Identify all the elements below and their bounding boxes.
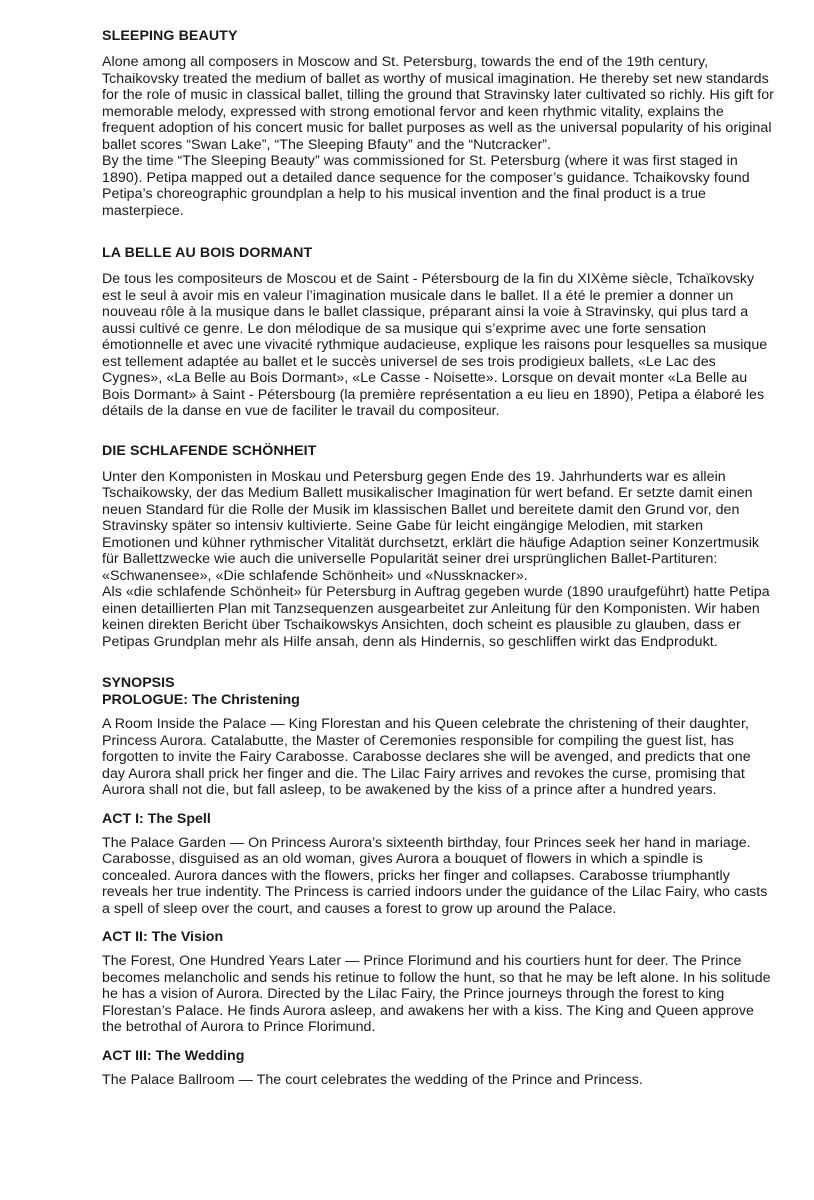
german-paragraph-1: Unter den Komponisten in Moskau und Petersburg gegen Ende des 19. Jahrhunderts war es allein Tschaikowsky, der das Medium Ballett musikalischer Imagination für wert befand. Er setzte damit einen neuen Standard für die Rolle der Musik im klassischen Ballet und bereitete damit den Grund vor, den Stravinsky später so intensiv kultivierte. Seine Gabe für leicht eingängige Melodien, mit starken Emotionen und kühner rythmischer Vitalität durchsetzt, erklärt die häufige Adaption seiner Konzertmusik für Ballettzwecke wie auch die universelle Popularität seiner drei ursprünglichen Ballet-Partituren: «Schwanensee», «Die schlafende Schönheit» und «Nussknacker». [102, 468, 760, 584]
synopsis-act [102, 929, 774, 1036]
act-text: The Palace Ballroom — The court celebrates the wedding of the Prince and Princess. [102, 1071, 643, 1088]
act-title: ACT I: The Spell [102, 810, 211, 827]
act-text: A Room Inside the Palace — King Florestan and his Queen celebrate the christening of their daughter, Princess Aurora. Catalabutte, the Master of Ceremonies responsible for compiling the guest list, has forgotten to invite the Fairy Carabosse. Carabosse declares she will be avenged, and predicts that one day Aurora shall prick her finger and die. The Lilac Fairy arrives and revokes the curse, promising that Aurora shall not die, but fall asleep, to be awakened by the kiss of a prince after a hundred years. [102, 716, 751, 798]
synopsis-title: SYNOPSIS [102, 675, 175, 691]
synopsis-act [102, 811, 774, 918]
synopsis-act [102, 1048, 774, 1089]
english-section [102, 28, 774, 219]
german-section [102, 443, 774, 651]
act-text: The Forest, One Hundred Years Later — Prince Florimund and his courtiers hunt for deer. The Prince becomes melancholic and sends his retinue to follow the hunt, so that he may be left alone. In his solitude he has a vision of Aurora. Directed by the Lilac Fairy, the Prince journeys through the forest to king Florestan’s Palace. He finds Aurora asleep, and awakens her with a kiss. The King and Queen approve the betrothal of Aurora to Prince Florimund. [102, 953, 771, 1035]
synopsis-act [102, 692, 774, 799]
german-paragraph-2: Als «die schlafende Schönheit» für Petersburg in Auftrag gegeben wurde (1890 uraufgeführt) hatte Petipa einen detaillierten Plan mit Tanzsequenzen ausgearbeitet zur Anleitung für den Komponisten. Wir haben keinen direkten Bericht über Tschaikowskys Ansichten, doch scheint es plausible zu glauben, dass er Petipas Grundplan mehr als Hilfe ansah, denn als Hindernis, so geschliffen wirkt das Endprodukt. [102, 584, 770, 650]
act-title: ACT III: The Wedding [102, 1047, 245, 1064]
act-title: ACT II: The Vision [102, 929, 224, 945]
french-heading: LA BELLE AU BOIS DORMANT [102, 245, 313, 261]
english-heading: SLEEPING BEAUTY [102, 28, 238, 44]
act-title: PROLOGUE: The Christening [102, 692, 300, 708]
act-text: The Palace Garden — On Princess Aurora’s sixteenth birthday, four Princes seek her hand in mariage. Carabosse, disguised as an old woman, gives Aurora a bouquet of flowers in which a spindle is concealed. Aurora dances with the flowers, pricks her finger and collapses. Carabosse triumphantly reveals her true indentity. The Princess is carried indoors under the guidance of the Lilac Fairy, who casts a spell of sleep over the court, and causes a forest to grow up around the Palace. [102, 834, 768, 917]
english-paragraph-1: Alone among all composers in Moscow and St. Petersburg, towards the end of the 19th century, Tchaikovsky treated the medium of ballet as worthy of musical imagination. He thereby set new standards for the role of music in classical ballet, tilling the ground that Stravinsky later cultivated so richly. His gift for memorable melody, expressed with strong emotional fervor and keen rhythmic vitality, explains the frequent adoption of his concert music for ballet purposes as well as the universal popularity of his original ballet scores “Swan Lake”, “The Sleeping Bfauty” and the “Nutcracker”. [102, 54, 774, 153]
french-paragraph-1: De tous les compositeurs de Moscou et de Saint - Pétersbourg de la fin du XIXème siècle, Tchaïkovsky est le seul à avoir mis en valeur l’imagination musicale dans le ballet. Il a été le premier a donner un nouveau rôle à la musique dans le ballet classique, préparant ainsi la voie à Stravinsky, qui plus tard a aussi cultivé ce genre. Le don mélodique de sa musique qui s’exprime avec une forte sensation émotionnelle et avec une vivacité rythmique audacieuse, explique les raisons pour lesquelles sa musique est tellement adaptée au ballet et le succès universel de ses trois prodigieux ballets, «Le Lac des Cygnes», «La Belle au Bois Dormant», «Le Casse - Noisette». Lorsque on devait monter «La Belle au Bois Dormant» à Saint - Pétersbourg (la première représentation a eu lieu en 1890), Petipa a élaboré les détails de la danse en vue de faciliter le travail du compositeur. [102, 271, 768, 419]
french-section [102, 245, 774, 420]
german-heading: DIE SCHLAFENDE SCHÖNHEIT [102, 442, 317, 459]
document-page [102, 28, 774, 1100]
synopsis-section [102, 675, 774, 1088]
english-paragraph-2: By the time “The Sleeping Beauty” was commissioned for St. Petersburg (where it was first staged in 1890). Petipa mapped out a detailed dance sequence for the composer’s guidance. Tchaikovsky found Petipa’s choreographic groundplan a help to his musical invention and the final product is a true masterpiece. [102, 153, 750, 219]
